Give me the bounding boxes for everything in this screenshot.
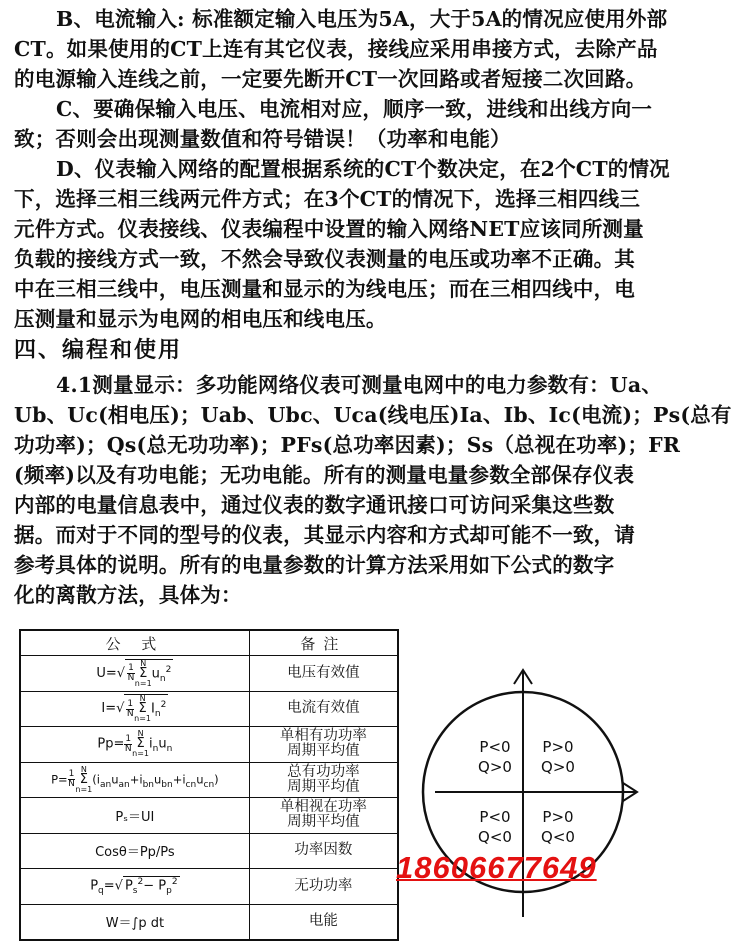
formula-power-factor: Cosθ＝Pp/Ps — [20, 833, 249, 869]
power-quadrant-diagram — [415, 662, 650, 927]
text-line: 功功率)；Qs(总无功功率)；PFs(总功率因素)；Ss（总视在功率)；FR — [14, 433, 681, 457]
table-row — [20, 833, 398, 869]
note-line: 无功功率 — [294, 877, 353, 894]
formula-total-active-power: P= $\frac{1}{N}$ N Σ n=1 $(i_{an}u_{an}+i_{bn}u_{bn}+i_{cn}u_{cn})$ — [20, 762, 249, 798]
formula-energy: W＝∫p dt — [20, 904, 249, 940]
text-line: CT。如果使用的CT上连有其它仪表，接线应采用串接方式，去除产品 — [14, 37, 658, 61]
note-line: 周期平均值 — [287, 778, 360, 795]
text-line: 化的离散方法，具体为： — [14, 583, 242, 607]
note-cell — [249, 869, 398, 905]
text-line: D、仪表输入网络的配置根据系统的CT个数决定，在2个CT的情况 — [56, 157, 670, 181]
text-line: (频率)以及有功电能；无功电能。所有的测量电量参数全部保存仪表 — [14, 463, 635, 487]
text-line: 内部的电量信息表中，通过仪表的数字通讯接口可访问采集这些数 — [14, 493, 615, 517]
note-cell — [249, 833, 398, 869]
quadrant-label: Q>0 — [541, 758, 575, 776]
text-line: 据。而对于不同的型号的仪表，其显示内容和方式却可能不一致，请 — [14, 523, 635, 547]
formula-voltage-rms: U=√ $\frac{1}{N}$ N Σ n=1 $u_n^2$ — [20, 656, 249, 692]
quadrant-label: P>0 — [542, 738, 574, 756]
text-line: 4.1测量显示：多功能网络仪表可测量电网中的电力参数有：Ua、 — [56, 373, 663, 397]
paragraph-measurement-display — [14, 370, 742, 610]
table-row — [20, 904, 398, 940]
note-line: 电压有效值 — [287, 664, 360, 681]
formula-current-rms: I=√ $\frac{1}{N}$ N Σ n=1 $I_n^2$ — [20, 691, 249, 727]
note-line: 单相视在功率 — [279, 799, 367, 816]
table-row — [20, 691, 398, 727]
table-row — [20, 656, 398, 692]
text-line: 负载的接线方式一致，不然会导致仪表测量的电压或功率不正确。其 — [14, 247, 635, 271]
text-line: C、要确保输入电压、电流相对应，顺序一致，进线和出线方向一 — [56, 97, 653, 121]
quadrant-label: Q<0 — [478, 828, 512, 846]
formula-reactive-power: $P_q=√$ $P_s^2- P_p^2$ — [20, 869, 249, 905]
text-line: 中在三相三线中，电压测量和显示的为线电压；而在三相四线中，电 — [14, 277, 635, 301]
quadrant-label: P<0 — [479, 808, 511, 826]
quadrant-label: P<0 — [479, 738, 511, 756]
table-row — [20, 869, 398, 905]
section-heading: 四、编程和使用 — [14, 338, 183, 363]
text-line: Ub、Uc(相电压)；Uab、Ubc、Uca(线电压)Ia、Ib、Ic(电流)；Ps(总有 — [14, 403, 732, 427]
table-row — [20, 798, 398, 834]
note-cell — [249, 691, 398, 727]
text-line: 压测量和显示为电网的相电压和线电压。 — [14, 307, 387, 331]
text-line: B、电流输入: 标准额定输入电压为5A，大于5A的情况应使用外部 — [56, 7, 668, 31]
note-line: 周期平均值 — [287, 814, 360, 831]
text-line: 致；否则会出现测量数值和符号错误！（功率和电能） — [14, 127, 511, 151]
text-line: 元件方式。仪表接线、仪表编程中设置的输入网络NET应该同所测量 — [14, 217, 644, 241]
formula-table — [19, 629, 399, 941]
table-row — [20, 727, 398, 763]
note-cell — [249, 727, 398, 763]
paragraph-network-config — [14, 154, 742, 334]
paragraph-voltage-current-match — [14, 94, 742, 154]
quadrant-label: Q<0 — [541, 828, 575, 846]
phone-number-watermark: 18606677649 — [396, 850, 597, 885]
formula-single-phase-active-power: Pp= $\frac{1}{N}$ N Σ n=1 $i_nu_n$ — [20, 727, 249, 763]
text-line: 的电源输入连线之前，一定要先断开CT一次回路或者短接二次回路。 — [14, 67, 647, 91]
header-formula: 公 式 — [20, 630, 249, 656]
table-row — [20, 762, 398, 798]
table-header-row — [20, 630, 398, 656]
formula-apparent-power: Pₛ＝UI — [20, 798, 249, 834]
text-line: 下，选择三相三线两元件方式；在3个CT的情况下，选择三相四线三 — [14, 187, 641, 211]
note-cell — [249, 762, 398, 798]
note-line: 电能 — [308, 913, 338, 930]
note-line: 总有功功率 — [287, 763, 360, 780]
quadrant-label: P>0 — [542, 808, 574, 826]
header-note: 备注 — [249, 630, 398, 656]
quadrant-label: Q>0 — [478, 758, 512, 776]
note-line: 功率因数 — [294, 842, 353, 859]
note-line: 电流有效值 — [287, 700, 360, 717]
text-line: 参考具体的说明。所有的电量参数的计算方法采用如下公式的数字 — [14, 553, 615, 577]
note-cell — [249, 798, 398, 834]
note-line: 周期平均值 — [287, 743, 360, 760]
note-line: 单相有功功率 — [279, 728, 367, 745]
paragraph-current-input — [14, 4, 742, 94]
note-cell — [249, 656, 398, 692]
note-cell — [249, 904, 398, 940]
